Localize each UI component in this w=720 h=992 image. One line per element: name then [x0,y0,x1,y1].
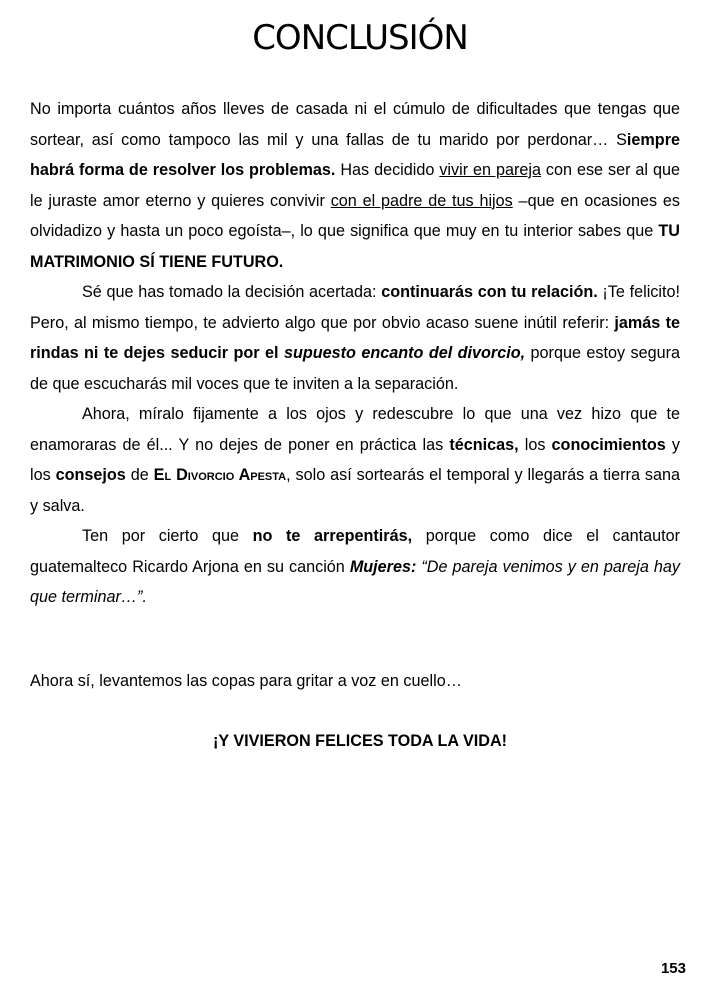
p2-bold-continuaras: continuarás con tu relación. [381,283,598,301]
p3-bold-consejos: consejos [55,466,126,484]
page-number: 153 [660,960,686,977]
p4-text-a: Ten por cierto que [82,527,253,545]
p3-text-e: y los [30,435,680,484]
p3-text-g: de [125,466,154,484]
p4-text-c: porque como dice el cantautor guatemalteco Ricardo Arjona en su canción [30,527,680,576]
page-title: CONCLUSIÓN [252,18,468,58]
p3-text-a: Ahora, míralo fijamente a los ojos y redescubre lo que una vez hizo que te enamoraras de él... Y no dejes de poner en práctica las [30,405,680,454]
p3-bold-tecnicas: técnicas, [449,435,519,454]
p1-text-e: con ese ser al que le juraste amor eterno y quieres convivir [30,161,680,210]
p2-bold-italic-divorcio: supuesto encanto del divorcio, [283,344,526,362]
paragraph-1 [30,94,680,277]
p2-text-a: Sé que has tomado la decisión acertada: [82,283,382,301]
p2-bold-jamas: jamás te rindas ni te dejes seducir por el [30,313,680,362]
p4-bold-no-te-arrepentiras: no te arrepentirás, [252,527,413,545]
final-heading: ¡Y VIVIERON FELICES TODA LA VIDA! [212,732,508,750]
p1-text-a: No importa cuántos años lleves de casada ni el cúmulo de dificultades que tengas que sortear, así como tampoco las mil y una fallas de tu marido por perdonar… S [30,100,680,149]
p4-quote: “De pareja venimos y en pareja hay que terminar…”. [30,557,680,606]
body-text [30,94,680,613]
p3-book-title: El Divorcio Apesta [153,466,287,484]
p1-underlined-padre-de-tus-hijos: con el padre de tus hijos [330,191,513,210]
p1-text-g: –que en ocasiones es olvidadizo y hasta un poco egoísta–, lo que significa que muy en tu interior sabes que [30,191,680,240]
p4-song-title: Mujeres: [349,557,417,576]
p1-bold-matrimonio: TU MATRIMONIO SÍ TIENE FUTURO. [30,222,680,271]
p3-text-i: , solo así sortearás el temporal y llegarás a tierra sana y salva. [30,466,680,515]
closing-line: Ahora sí, levantemos las copas para gritar a voz en cuello… [30,672,462,690]
paragraph-4 [30,521,680,613]
p1-text-c: Has decidido [335,161,440,179]
p3-text-c: los [518,435,552,454]
p3-bold-conocimientos: conocimientos [551,435,666,454]
p2-text-c: ¡Te felicito! Pero, al mismo tiempo, te advierto algo que por obvio acaso suene inútil referir: [30,283,680,332]
paragraph-2 [30,277,680,399]
p2-text-f: porque estoy segura de que escucharás mil voces que te inviten a la separación. [30,344,680,393]
paragraph-3 [30,399,680,521]
p1-bold-phrase: iempre habrá forma de resolver los problemas. [30,130,680,179]
p1-underlined-vivir-en-pareja: vivir en pareja [439,161,541,179]
